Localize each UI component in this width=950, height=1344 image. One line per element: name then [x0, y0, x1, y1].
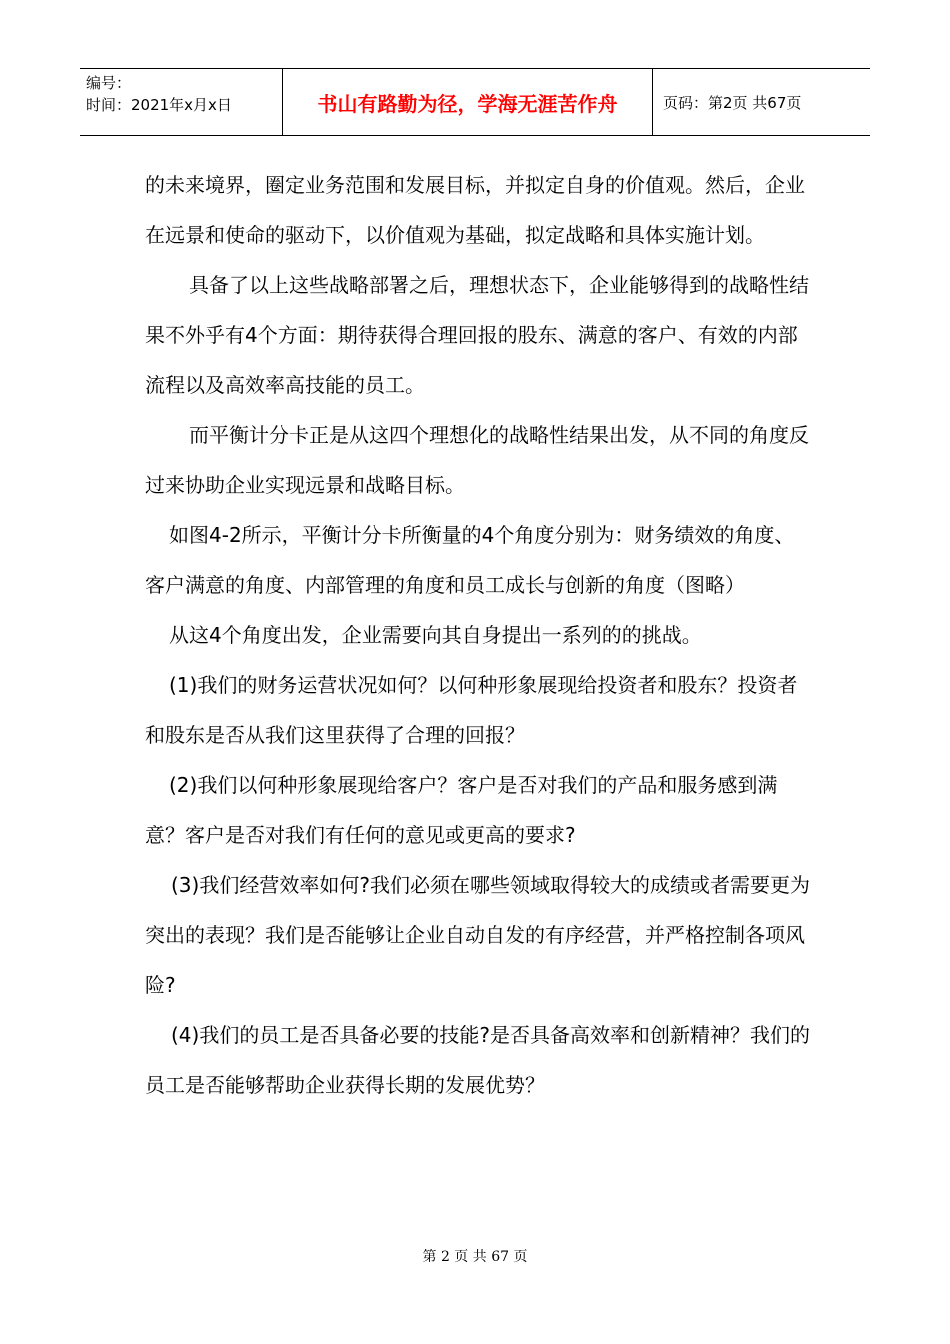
question-paragraph: (2)我们以何种形象展现给客户？客户是否对我们的产品和服务感到满意？客户是否对我们有任何的意见或更高的要求?	[145, 773, 778, 847]
page-footer: 第 2 页 共 67 页	[422, 1249, 528, 1265]
question-paragraph: (4)我们的员工是否具备必要的技能?是否具备高效率和创新精神？我们的员工是否能够帮助企业获得长期的发展优势？	[145, 1023, 810, 1097]
header-motto: 书山有路勤为径，学海无涯苦作舟	[283, 69, 653, 135]
page-header	[80, 68, 870, 136]
number-label: 编号：	[86, 74, 132, 92]
question-paragraph: (1)我们的财务运营状况如何？以何种形象展现给投资者和股东？投资者和股东是否从我们这里获得了合理的回报？	[145, 673, 798, 747]
document-body	[145, 160, 810, 1110]
paragraph: 的未来境界，圈定业务范围和发展目标，并拟定自身的价值观。然后，企业在远景和使命的驱动下，以价值观为基础，拟定战略和具体实施计划。	[145, 173, 805, 247]
paragraph: 而平衡计分卡正是从这四个理想化的战略性结果出发，从不同的角度反过来协助企业实现远景和战略目标。	[145, 423, 809, 497]
date-label: 时间：2021年x月x日	[86, 96, 232, 114]
paragraph: 如图4-2所示，平衡计分卡所衡量的4个角度分别为：财务绩效的角度、客户满意的角度、内部管理的角度和员工成长与创新的角度（图略）	[145, 523, 795, 597]
header-page-info: 页码：第2页 共67页	[663, 93, 802, 112]
question-paragraph: (3)我们经营效率如何?我们必须在哪些领域取得较大的成绩或者需要更为突出的表现？我们是否能够让企业自动自发的有序经营，并严格控制各项风险?	[145, 873, 810, 997]
paragraph: 从这4个角度出发，企业需要向其自身提出一系列的的挑战。	[169, 623, 702, 647]
paragraph: 具备了以上这些战略部署之后，理想状态下，企业能够得到的战略性结果不外乎有4个方面：期待获得合理回报的股东、满意的客户、有效的内部流程以及高效率高技能的员工。	[145, 273, 809, 397]
header-meta	[80, 69, 283, 135]
